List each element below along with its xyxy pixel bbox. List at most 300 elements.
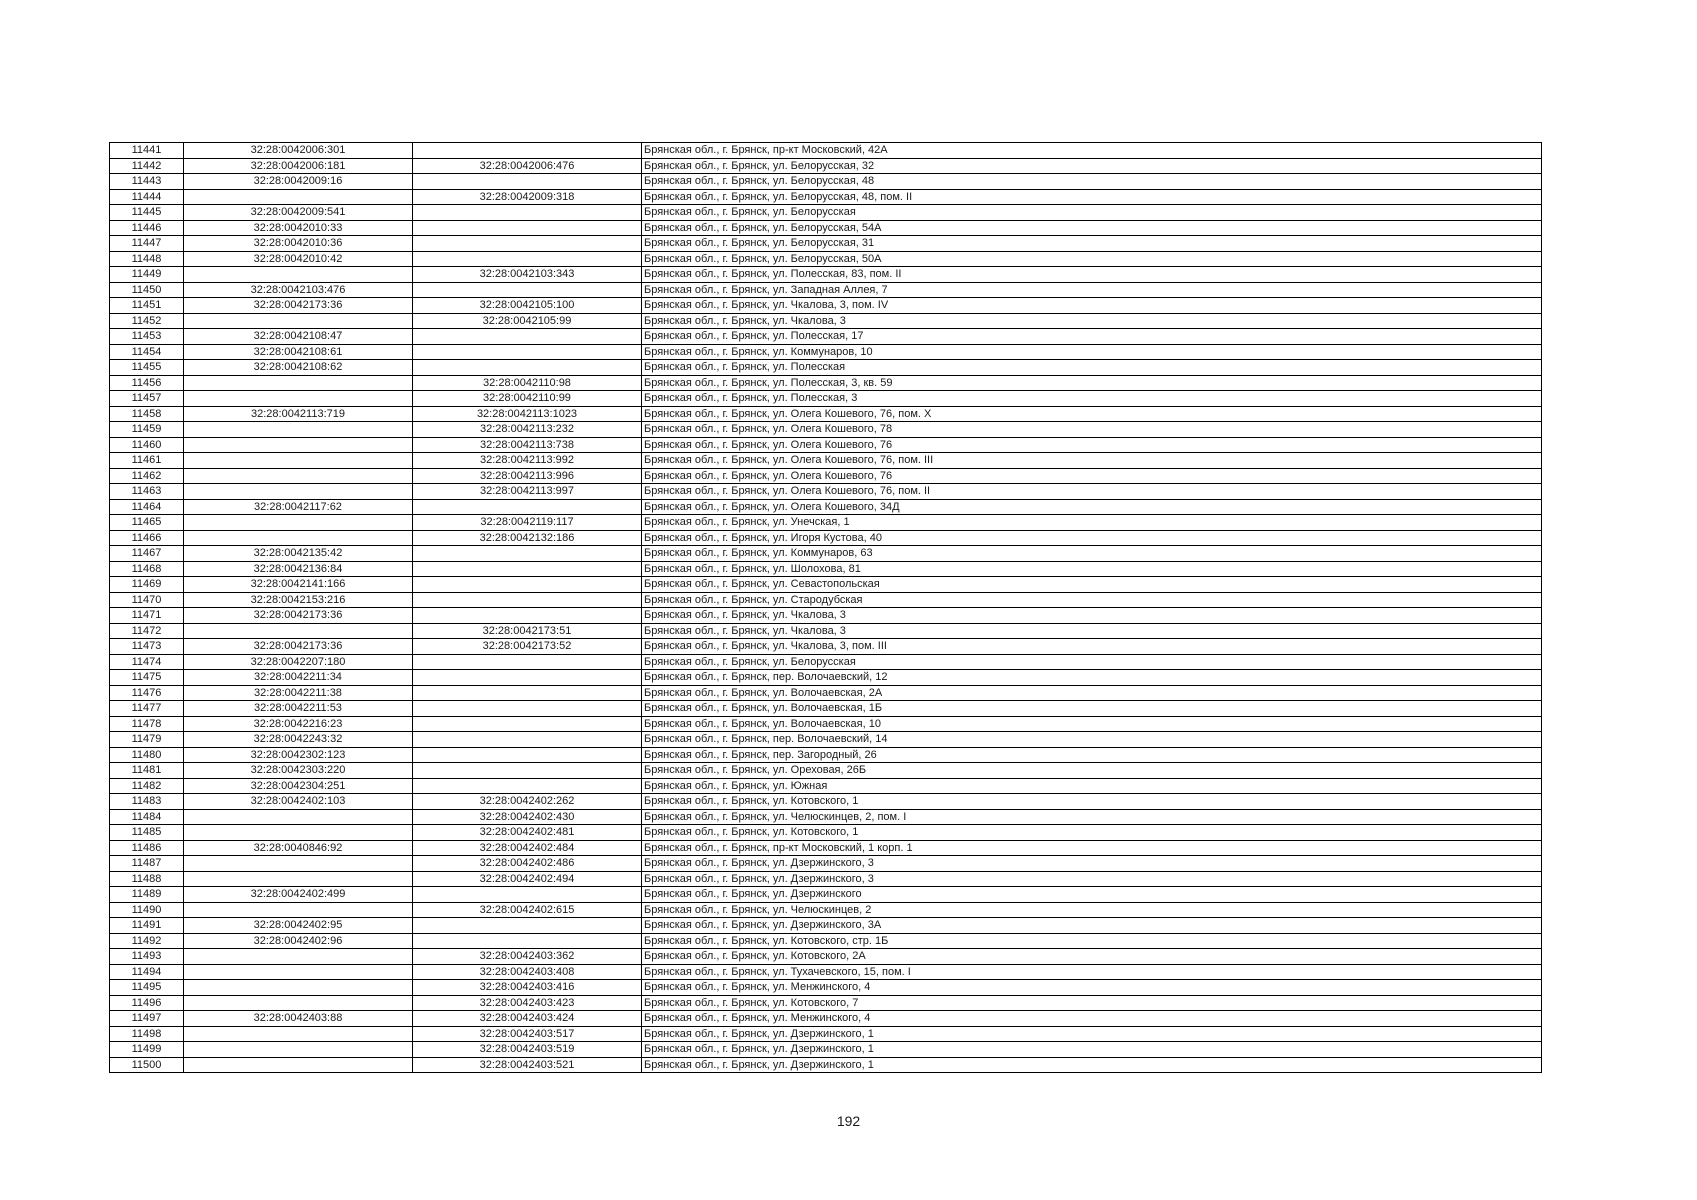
object-cadastral-number-cell — [413, 685, 642, 701]
address-cell: Брянская обл., г. Брянск, ул. Дзержинского, 1 — [642, 1026, 1542, 1042]
cadastral-number-cell: 32:28:0042402:95 — [184, 918, 413, 934]
object-cadastral-number-cell: 32:28:0042105:99 — [413, 313, 642, 329]
object-cadastral-number-cell: 32:28:0042402:481 — [413, 825, 642, 841]
object-cadastral-number-cell: 32:28:0042113:997 — [413, 484, 642, 500]
object-cadastral-number-cell: 32:28:0042403:521 — [413, 1057, 642, 1073]
row-number-cell: 11500 — [110, 1057, 184, 1073]
table-row — [110, 902, 1542, 918]
row-number-cell: 11482 — [110, 778, 184, 794]
object-cadastral-number-cell: 32:28:0042403:416 — [413, 980, 642, 996]
address-cell: Брянская обл., г. Брянск, ул. Олега Кошевого, 76, пом. X — [642, 406, 1542, 422]
row-number-cell: 11450 — [110, 282, 184, 298]
cadastral-number-cell: 32:28:0042173:36 — [184, 608, 413, 624]
cadastral-number-cell — [184, 623, 413, 639]
address-cell: Брянская обл., г. Брянск, ул. Олега Кошевого, 34Д — [642, 499, 1542, 515]
address-cell: Брянская обл., г. Брянск, ул. Дзержинского, 3 — [642, 871, 1542, 887]
row-number-cell: 11446 — [110, 220, 184, 236]
object-cadastral-number-cell: 32:28:0042403:362 — [413, 949, 642, 965]
cadastral-number-cell: 32:28:0042153:216 — [184, 592, 413, 608]
row-number-cell: 11494 — [110, 964, 184, 980]
address-cell: Брянская обл., г. Брянск, пр-кт Московский, 1 корп. 1 — [642, 840, 1542, 856]
address-cell: Брянская обл., г. Брянск, ул. Чкалова, 3 — [642, 608, 1542, 624]
object-cadastral-number-cell — [413, 716, 642, 732]
row-number-cell: 11444 — [110, 189, 184, 205]
table-row — [110, 220, 1542, 236]
cadastral-number-cell: 32:28:0042010:33 — [184, 220, 413, 236]
table-row — [110, 499, 1542, 515]
row-number-cell: 11493 — [110, 949, 184, 965]
object-cadastral-number-cell — [413, 577, 642, 593]
table-row — [110, 344, 1542, 360]
table-row — [110, 329, 1542, 345]
object-cadastral-number-cell — [413, 592, 642, 608]
row-number-cell: 11476 — [110, 685, 184, 701]
address-cell: Брянская обл., г. Брянск, ул. Котовского, 1 — [642, 825, 1542, 841]
address-cell: Брянская обл., г. Брянск, ул. Западная Аллея, 7 — [642, 282, 1542, 298]
address-cell: Брянская обл., г. Брянск, ул. Полесская, 3, кв. 59 — [642, 375, 1542, 391]
object-cadastral-number-cell — [413, 778, 642, 794]
table-row — [110, 608, 1542, 624]
table-row — [110, 282, 1542, 298]
row-number-cell: 11468 — [110, 561, 184, 577]
cadastral-number-cell — [184, 422, 413, 438]
table-row — [110, 825, 1542, 841]
cadastral-number-cell: 32:28:0042216:23 — [184, 716, 413, 732]
address-cell: Брянская обл., г. Брянск, ул. Котовского, 7 — [642, 995, 1542, 1011]
object-cadastral-number-cell: 32:28:0042402:262 — [413, 794, 642, 810]
cadastral-number-cell: 32:28:0042009:16 — [184, 174, 413, 190]
row-number-cell: 11458 — [110, 406, 184, 422]
object-cadastral-number-cell: 32:28:0042113:996 — [413, 468, 642, 484]
row-number-cell: 11475 — [110, 670, 184, 686]
object-cadastral-number-cell — [413, 499, 642, 515]
address-cell: Брянская обл., г. Брянск, ул. Котовского, 1 — [642, 794, 1542, 810]
object-cadastral-number-cell: 32:28:0042113:232 — [413, 422, 642, 438]
row-number-cell: 11485 — [110, 825, 184, 841]
cadastral-number-cell: 32:28:0042010:42 — [184, 251, 413, 267]
address-cell: Брянская обл., г. Брянск, ул. Коммунаров, 10 — [642, 344, 1542, 360]
row-number-cell: 11479 — [110, 732, 184, 748]
row-number-cell: 11463 — [110, 484, 184, 500]
object-cadastral-number-cell — [413, 608, 642, 624]
row-number-cell: 11445 — [110, 205, 184, 221]
cadastral-number-cell — [184, 530, 413, 546]
table-row — [110, 406, 1542, 422]
object-cadastral-number-cell: 32:28:0042402:484 — [413, 840, 642, 856]
table-row — [110, 980, 1542, 996]
table-row — [110, 1026, 1542, 1042]
table-row — [110, 189, 1542, 205]
address-cell: Брянская обл., г. Брянск, ул. Белорусская, 50А — [642, 251, 1542, 267]
object-cadastral-number-cell — [413, 701, 642, 717]
cadastral-number-cell: 32:28:0042010:36 — [184, 236, 413, 252]
object-cadastral-number-cell: 32:28:0042132:186 — [413, 530, 642, 546]
object-cadastral-number-cell — [413, 236, 642, 252]
row-number-cell: 11478 — [110, 716, 184, 732]
row-number-cell: 11469 — [110, 577, 184, 593]
address-cell: Брянская обл., г. Брянск, пер. Волочаевский, 14 — [642, 732, 1542, 748]
row-number-cell: 11489 — [110, 887, 184, 903]
table-row — [110, 298, 1542, 314]
cadastral-number-cell — [184, 437, 413, 453]
row-number-cell: 11486 — [110, 840, 184, 856]
address-cell: Брянская обл., г. Брянск, ул. Котовского, стр. 1Б — [642, 933, 1542, 949]
row-number-cell: 11484 — [110, 809, 184, 825]
row-number-cell: 11473 — [110, 639, 184, 655]
cadastral-number-cell — [184, 375, 413, 391]
table-row — [110, 561, 1542, 577]
row-number-cell: 11443 — [110, 174, 184, 190]
address-cell: Брянская обл., г. Брянск, ул. Белорусская — [642, 205, 1542, 221]
table-row — [110, 158, 1542, 174]
address-cell: Брянская обл., г. Брянск, ул. Чкалова, 3 — [642, 313, 1542, 329]
object-cadastral-number-cell: 32:28:0042006:476 — [413, 158, 642, 174]
row-number-cell: 11461 — [110, 453, 184, 469]
object-cadastral-number-cell: 32:28:0042173:52 — [413, 639, 642, 655]
table-row — [110, 639, 1542, 655]
object-cadastral-number-cell: 32:28:0042110:98 — [413, 375, 642, 391]
address-cell: Брянская обл., г. Брянск, ул. Олега Кошевого, 76 — [642, 437, 1542, 453]
object-cadastral-number-cell — [413, 561, 642, 577]
object-cadastral-number-cell — [413, 282, 642, 298]
cadastral-number-cell — [184, 1057, 413, 1073]
cadastral-number-cell: 32:28:0042402:103 — [184, 794, 413, 810]
address-cell: Брянская обл., г. Брянск, ул. Южная — [642, 778, 1542, 794]
object-cadastral-number-cell: 32:28:0042110:99 — [413, 391, 642, 407]
cadastral-number-cell: 32:28:0042211:34 — [184, 670, 413, 686]
cadastral-number-cell: 32:28:0042403:88 — [184, 1011, 413, 1027]
address-cell: Брянская обл., г. Брянск, ул. Полесская, 3 — [642, 391, 1542, 407]
object-cadastral-number-cell — [413, 747, 642, 763]
address-cell: Брянская обл., г. Брянск, ул. Челюскинцев, 2, пом. I — [642, 809, 1542, 825]
object-cadastral-number-cell — [413, 933, 642, 949]
address-cell: Брянская обл., г. Брянск, ул. Полесская — [642, 360, 1542, 376]
address-cell: Брянская обл., г. Брянск, ул. Белорусская, 48, пом. II — [642, 189, 1542, 205]
cadastral-number-cell: 32:28:0042302:123 — [184, 747, 413, 763]
address-cell: Брянская обл., г. Брянск, ул. Полесская, 83, пом. II — [642, 267, 1542, 283]
row-number-cell: 11480 — [110, 747, 184, 763]
table-row — [110, 468, 1542, 484]
cadastral-number-cell: 32:28:0042207:180 — [184, 654, 413, 670]
address-cell: Брянская обл., г. Брянск, ул. Белорусская — [642, 654, 1542, 670]
cadastral-number-cell — [184, 871, 413, 887]
table-row — [110, 1057, 1542, 1073]
row-number-cell: 11451 — [110, 298, 184, 314]
object-cadastral-number-cell: 32:28:0042403:408 — [413, 964, 642, 980]
table-row — [110, 437, 1542, 453]
cadastral-number-cell — [184, 468, 413, 484]
table-row — [110, 453, 1542, 469]
object-cadastral-number-cell — [413, 344, 642, 360]
cadastral-number-cell — [184, 902, 413, 918]
row-number-cell: 11496 — [110, 995, 184, 1011]
table-row — [110, 949, 1542, 965]
object-cadastral-number-cell: 32:28:0042173:51 — [413, 623, 642, 639]
object-cadastral-number-cell: 32:28:0042009:318 — [413, 189, 642, 205]
cadastral-number-cell: 32:28:0040846:92 — [184, 840, 413, 856]
address-cell: Брянская обл., г. Брянск, ул. Котовского, 2А — [642, 949, 1542, 965]
table-row — [110, 716, 1542, 732]
object-cadastral-number-cell — [413, 732, 642, 748]
address-cell: Брянская обл., г. Брянск, ул. Стародубская — [642, 592, 1542, 608]
object-cadastral-number-cell — [413, 205, 642, 221]
row-number-cell: 11447 — [110, 236, 184, 252]
cadastral-number-cell: 32:28:0042103:476 — [184, 282, 413, 298]
address-cell: Брянская обл., г. Брянск, ул. Унечская, 1 — [642, 515, 1542, 531]
cadastral-number-cell: 32:28:0042006:181 — [184, 158, 413, 174]
cadastral-number-cell: 32:28:0042211:53 — [184, 701, 413, 717]
cadastral-number-cell: 32:28:0042113:719 — [184, 406, 413, 422]
object-cadastral-number-cell: 32:28:0042403:423 — [413, 995, 642, 1011]
row-number-cell: 11471 — [110, 608, 184, 624]
table-row — [110, 1042, 1542, 1058]
cadastral-number-cell: 32:28:0042243:32 — [184, 732, 413, 748]
object-cadastral-number-cell — [413, 763, 642, 779]
address-cell: Брянская обл., г. Брянск, пер. Волочаевский, 12 — [642, 670, 1542, 686]
address-cell: Брянская обл., г. Брянск, ул. Волочаевская, 10 — [642, 716, 1542, 732]
cadastral-number-cell: 32:28:0042303:220 — [184, 763, 413, 779]
object-cadastral-number-cell — [413, 918, 642, 934]
row-number-cell: 11449 — [110, 267, 184, 283]
address-cell: Брянская обл., г. Брянск, ул. Коммунаров, 63 — [642, 546, 1542, 562]
cadastral-number-cell: 32:28:0042006:301 — [184, 143, 413, 159]
row-number-cell: 11467 — [110, 546, 184, 562]
row-number-cell: 11487 — [110, 856, 184, 872]
table-row — [110, 484, 1542, 500]
cadastral-number-cell — [184, 515, 413, 531]
row-number-cell: 11488 — [110, 871, 184, 887]
object-cadastral-number-cell — [413, 670, 642, 686]
row-number-cell: 11499 — [110, 1042, 184, 1058]
table-row — [110, 856, 1542, 872]
cadastral-number-cell: 32:28:0042117:62 — [184, 499, 413, 515]
table-row — [110, 918, 1542, 934]
cadastral-number-cell: 32:28:0042108:61 — [184, 344, 413, 360]
table-row — [110, 391, 1542, 407]
row-number-cell: 11477 — [110, 701, 184, 717]
table-row — [110, 313, 1542, 329]
address-cell: Брянская обл., г. Брянск, ул. Чкалова, 3, пом. IV — [642, 298, 1542, 314]
row-number-cell: 11456 — [110, 375, 184, 391]
row-number-cell: 11464 — [110, 499, 184, 515]
cadastral-number-cell — [184, 1026, 413, 1042]
object-cadastral-number-cell: 32:28:0042402:486 — [413, 856, 642, 872]
row-number-cell: 11441 — [110, 143, 184, 159]
table-row — [110, 577, 1542, 593]
cadastral-number-cell: 32:28:0042402:96 — [184, 933, 413, 949]
table-row — [110, 251, 1542, 267]
table-row — [110, 174, 1542, 190]
table-row — [110, 530, 1542, 546]
address-cell: Брянская обл., г. Брянск, ул. Белорусская, 54А — [642, 220, 1542, 236]
registry-table-body — [110, 143, 1542, 1073]
row-number-cell: 11483 — [110, 794, 184, 810]
cadastral-number-cell — [184, 391, 413, 407]
address-cell: Брянская обл., г. Брянск, ул. Чкалова, 3 — [642, 623, 1542, 639]
address-cell: Брянская обл., г. Брянск, ул. Шолохова, 81 — [642, 561, 1542, 577]
object-cadastral-number-cell: 32:28:0042103:343 — [413, 267, 642, 283]
table-row — [110, 592, 1542, 608]
cadastral-number-cell — [184, 453, 413, 469]
object-cadastral-number-cell: 32:28:0042113:992 — [413, 453, 642, 469]
address-cell: Брянская обл., г. Брянск, ул. Дзержинского, 1 — [642, 1057, 1542, 1073]
row-number-cell: 11465 — [110, 515, 184, 531]
table-row — [110, 515, 1542, 531]
table-row — [110, 840, 1542, 856]
address-cell: Брянская обл., г. Брянск, ул. Дзержинского — [642, 887, 1542, 903]
address-cell: Брянская обл., г. Брянск, ул. Олега Кошевого, 76, пом. II — [642, 484, 1542, 500]
address-cell: Брянская обл., г. Брянск, ул. Челюскинцев, 2 — [642, 902, 1542, 918]
object-cadastral-number-cell — [413, 174, 642, 190]
table-row — [110, 236, 1542, 252]
row-number-cell: 11442 — [110, 158, 184, 174]
address-cell: Брянская обл., г. Брянск, ул. Олега Кошевого, 76 — [642, 468, 1542, 484]
table-row — [110, 546, 1542, 562]
row-number-cell: 11462 — [110, 468, 184, 484]
address-cell: Брянская обл., г. Брянск, пр-кт Московский, 42А — [642, 143, 1542, 159]
address-cell: Брянская обл., г. Брянск, ул. Дзержинского, 3 — [642, 856, 1542, 872]
cadastral-number-cell: 32:28:0042173:36 — [184, 639, 413, 655]
object-cadastral-number-cell: 32:28:0042113:1023 — [413, 406, 642, 422]
row-number-cell: 11453 — [110, 329, 184, 345]
cadastral-number-cell: 32:28:0042135:42 — [184, 546, 413, 562]
cadastral-number-cell — [184, 1042, 413, 1058]
object-cadastral-number-cell — [413, 251, 642, 267]
cadastral-number-cell — [184, 949, 413, 965]
object-cadastral-number-cell — [413, 220, 642, 236]
cadastral-number-cell — [184, 484, 413, 500]
object-cadastral-number-cell: 32:28:0042403:424 — [413, 1011, 642, 1027]
address-cell: Брянская обл., г. Брянск, ул. Дзержинского, 1 — [642, 1042, 1542, 1058]
object-cadastral-number-cell — [413, 654, 642, 670]
row-number-cell: 11472 — [110, 623, 184, 639]
table-row — [110, 1011, 1542, 1027]
table-row — [110, 685, 1542, 701]
cadastral-number-cell: 32:28:0042136:84 — [184, 561, 413, 577]
cadastral-number-cell: 32:28:0042402:499 — [184, 887, 413, 903]
cadastral-number-cell — [184, 267, 413, 283]
address-cell: Брянская обл., г. Брянск, ул. Менжинского, 4 — [642, 1011, 1542, 1027]
table-row — [110, 701, 1542, 717]
object-cadastral-number-cell: 32:28:0042402:494 — [413, 871, 642, 887]
object-cadastral-number-cell — [413, 329, 642, 345]
table-row — [110, 623, 1542, 639]
address-cell: Брянская обл., г. Брянск, ул. Белорусская, 48 — [642, 174, 1542, 190]
address-cell: Брянская обл., г. Брянск, ул. Олега Кошевого, 76, пом. III — [642, 453, 1542, 469]
table-row — [110, 375, 1542, 391]
object-cadastral-number-cell: 32:28:0042403:519 — [413, 1042, 642, 1058]
table-row — [110, 422, 1542, 438]
table-row — [110, 360, 1542, 376]
address-cell: Брянская обл., г. Брянск, ул. Игоря Кустова, 40 — [642, 530, 1542, 546]
registry-table — [109, 142, 1542, 1073]
object-cadastral-number-cell: 32:28:0042105:100 — [413, 298, 642, 314]
row-number-cell: 11492 — [110, 933, 184, 949]
cadastral-number-cell: 32:28:0042304:251 — [184, 778, 413, 794]
cadastral-number-cell — [184, 313, 413, 329]
cadastral-number-cell — [184, 189, 413, 205]
object-cadastral-number-cell — [413, 887, 642, 903]
object-cadastral-number-cell: 32:28:0042113:738 — [413, 437, 642, 453]
table-row — [110, 205, 1542, 221]
object-cadastral-number-cell: 32:28:0042402:615 — [413, 902, 642, 918]
row-number-cell: 11470 — [110, 592, 184, 608]
row-number-cell: 11466 — [110, 530, 184, 546]
object-cadastral-number-cell — [413, 360, 642, 376]
cadastral-number-cell: 32:28:0042141:166 — [184, 577, 413, 593]
row-number-cell: 11481 — [110, 763, 184, 779]
table-row — [110, 670, 1542, 686]
row-number-cell: 11495 — [110, 980, 184, 996]
row-number-cell: 11490 — [110, 902, 184, 918]
cadastral-number-cell — [184, 856, 413, 872]
address-cell: Брянская обл., г. Брянск, ул. Волочаевская, 2А — [642, 685, 1542, 701]
row-number-cell: 11474 — [110, 654, 184, 670]
address-cell: Брянская обл., г. Брянск, ул. Тухачевского, 15, пом. I — [642, 964, 1542, 980]
address-cell: Брянская обл., г. Брянск, ул. Чкалова, 3, пом. III — [642, 639, 1542, 655]
table-row — [110, 267, 1542, 283]
table-row — [110, 964, 1542, 980]
address-cell: Брянская обл., г. Брянск, ул. Дзержинского, 3А — [642, 918, 1542, 934]
table-row — [110, 809, 1542, 825]
table-row — [110, 654, 1542, 670]
cadastral-number-cell — [184, 809, 413, 825]
table-row — [110, 778, 1542, 794]
address-cell: Брянская обл., г. Брянск, ул. Олега Кошевого, 78 — [642, 422, 1542, 438]
table-row — [110, 933, 1542, 949]
table-row — [110, 763, 1542, 779]
row-number-cell: 11457 — [110, 391, 184, 407]
table-row — [110, 143, 1542, 159]
cadastral-number-cell — [184, 980, 413, 996]
address-cell: Брянская обл., г. Брянск, ул. Менжинского, 4 — [642, 980, 1542, 996]
address-cell: Брянская обл., г. Брянск, ул. Белорусская, 31 — [642, 236, 1542, 252]
table-row — [110, 995, 1542, 1011]
row-number-cell: 11459 — [110, 422, 184, 438]
row-number-cell: 11460 — [110, 437, 184, 453]
row-number-cell: 11497 — [110, 1011, 184, 1027]
row-number-cell: 11448 — [110, 251, 184, 267]
object-cadastral-number-cell — [413, 546, 642, 562]
address-cell: Брянская обл., г. Брянск, ул. Волочаевская, 1Б — [642, 701, 1542, 717]
cadastral-number-cell — [184, 964, 413, 980]
row-number-cell: 11452 — [110, 313, 184, 329]
table-row — [110, 871, 1542, 887]
object-cadastral-number-cell: 32:28:0042403:517 — [413, 1026, 642, 1042]
cadastral-number-cell: 32:28:0042211:38 — [184, 685, 413, 701]
address-cell: Брянская обл., г. Брянск, ул. Севастопольская — [642, 577, 1542, 593]
page-number: 192 — [836, 1113, 861, 1129]
cadastral-number-cell — [184, 995, 413, 1011]
address-cell: Брянская обл., г. Брянск, ул. Ореховая, 26Б — [642, 763, 1542, 779]
table-row — [110, 794, 1542, 810]
object-cadastral-number-cell: 32:28:0042402:430 — [413, 809, 642, 825]
object-cadastral-number-cell — [413, 143, 642, 159]
cadastral-number-cell: 32:28:0042173:36 — [184, 298, 413, 314]
row-number-cell: 11455 — [110, 360, 184, 376]
cadastral-number-cell: 32:28:0042108:47 — [184, 329, 413, 345]
cadastral-number-cell: 32:28:0042108:62 — [184, 360, 413, 376]
table-row — [110, 887, 1542, 903]
address-cell: Брянская обл., г. Брянск, пер. Загородный, 26 — [642, 747, 1542, 763]
cadastral-number-cell: 32:28:0042009:541 — [184, 205, 413, 221]
row-number-cell: 11498 — [110, 1026, 184, 1042]
row-number-cell: 11454 — [110, 344, 184, 360]
address-cell: Брянская обл., г. Брянск, ул. Белорусская, 32 — [642, 158, 1542, 174]
row-number-cell: 11491 — [110, 918, 184, 934]
object-cadastral-number-cell: 32:28:0042119:117 — [413, 515, 642, 531]
address-cell: Брянская обл., г. Брянск, ул. Полесская, 17 — [642, 329, 1542, 345]
